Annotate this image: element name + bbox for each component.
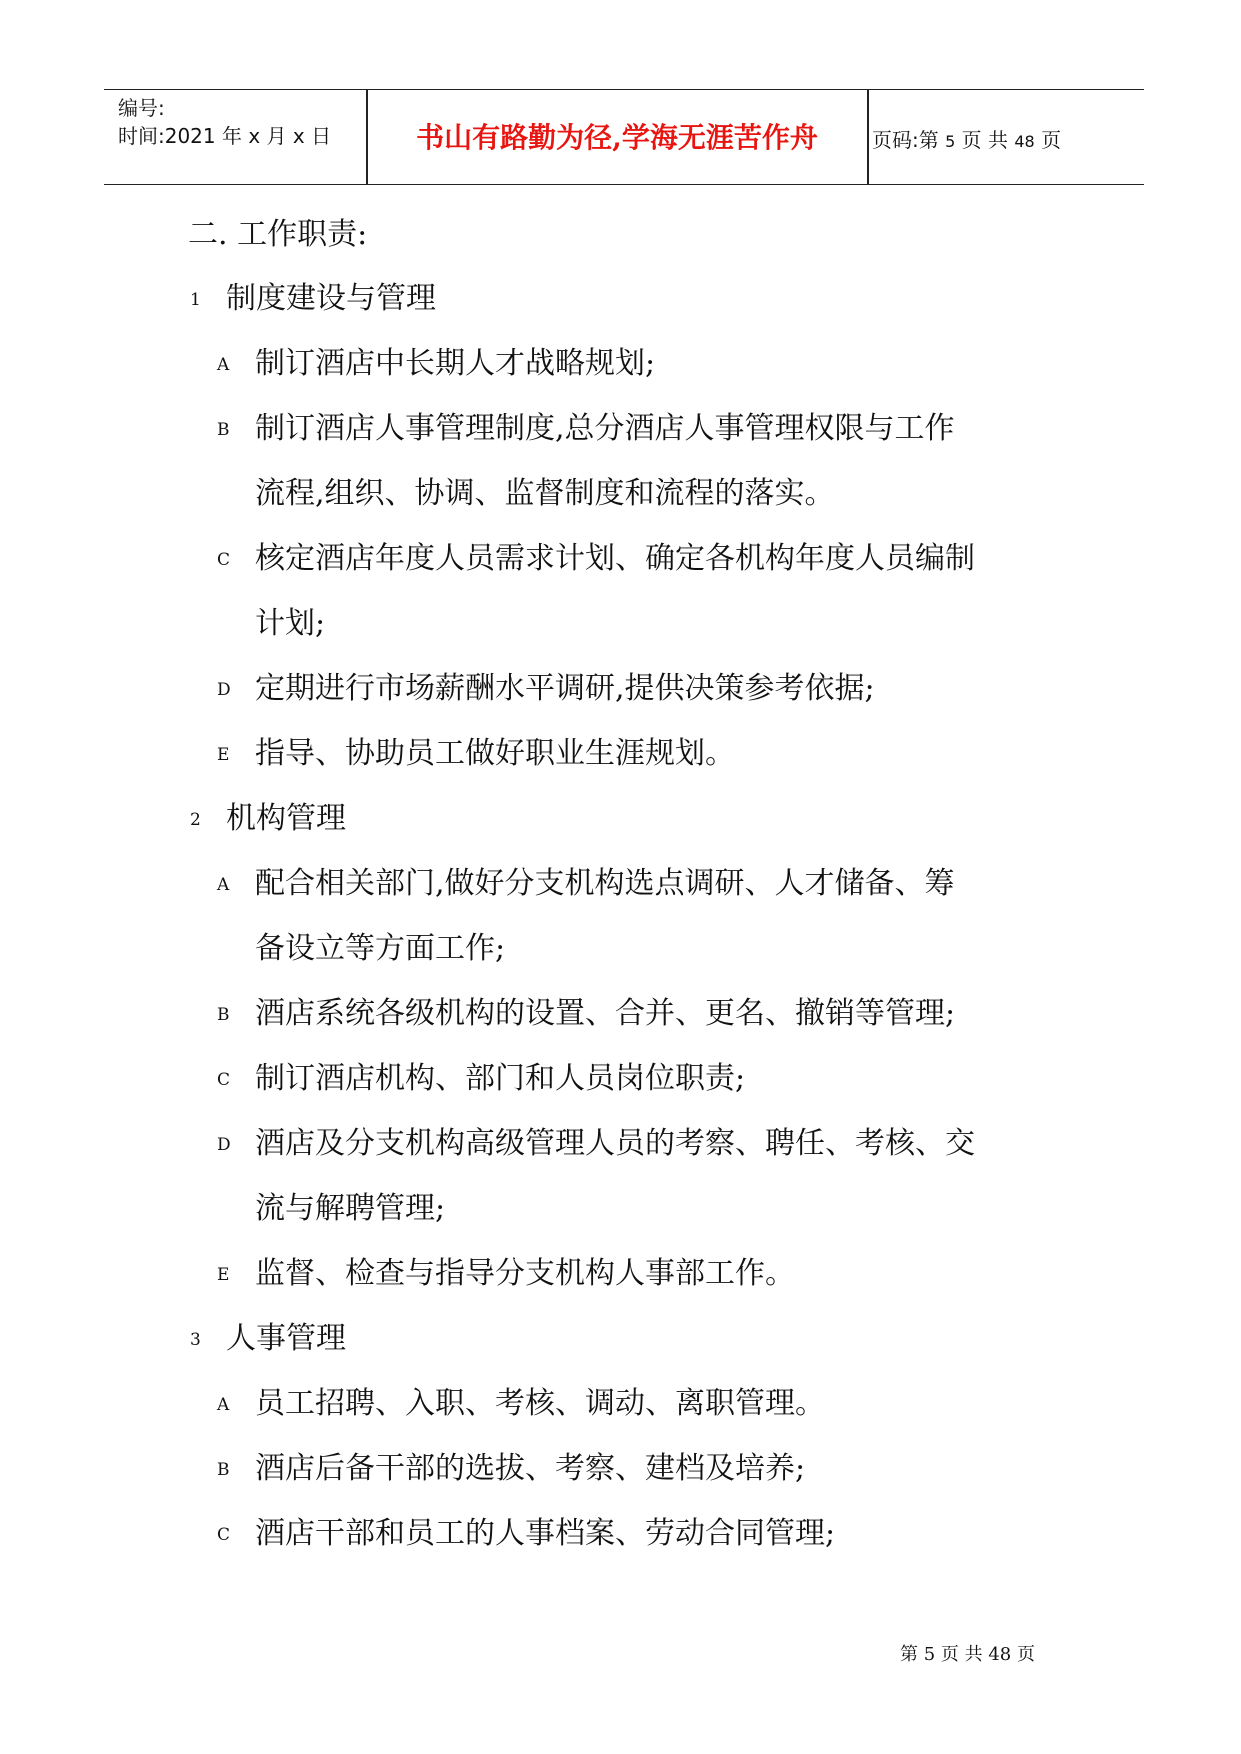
item-marker: B <box>217 1460 230 1480</box>
item-marker: E <box>217 1265 230 1285</box>
page-footer: 第 5 页 共 48 页 <box>900 1644 1035 1665</box>
page-suffix: 页 <box>1041 128 1062 152</box>
section-number: 1 <box>190 290 201 310</box>
item-text: 监督、检查与指导分支机构人事部工作。 <box>255 1256 795 1291</box>
item-text: 员工招聘、入职、考核、调动、离职管理。 <box>255 1386 825 1421</box>
section-title: 二. 工作职责: <box>188 217 368 252</box>
section-heading: 人事管理 <box>226 1321 346 1356</box>
item-text: 酒店系统各级机构的设置、合并、更名、撤销等管理; <box>255 996 956 1031</box>
item-marker: D <box>217 1135 231 1155</box>
item-text: 流与解聘管理; <box>255 1191 446 1226</box>
item-marker: A <box>217 1395 230 1415</box>
item-marker: A <box>217 355 230 375</box>
item-marker: B <box>217 1005 230 1025</box>
header-page-info <box>872 124 1061 153</box>
item-text: 核定酒店年度人员需求计划、确定各机构年度人员编制 <box>255 541 975 576</box>
section-number: 3 <box>190 1330 201 1350</box>
item-text: 酒店后备干部的选拔、考察、建档及培养; <box>255 1451 806 1486</box>
item-text: 定期进行市场薪酬水平调研,提供决策参考依据; <box>255 671 875 706</box>
item-marker: C <box>217 1070 231 1090</box>
page-number: 5 <box>945 132 956 151</box>
item-text: 指导、协助员工做好职业生涯规划。 <box>255 736 735 771</box>
section-heading: 制度建设与管理 <box>226 281 436 316</box>
header-meta <box>118 94 368 150</box>
item-marker: C <box>217 1525 231 1545</box>
header-divider <box>867 90 869 184</box>
item-text: 配合相关部门,做好分支机构选点调研、人才储备、筹 <box>255 866 955 901</box>
item-text: 制订酒店人事管理制度,总分酒店人事管理权限与工作 <box>255 411 955 446</box>
item-text: 计划; <box>255 606 326 641</box>
page-total: 48 <box>1014 132 1035 151</box>
time-label: 时间:2021 年 x 月 x 日 <box>118 124 332 148</box>
document-header <box>104 89 1144 185</box>
section-heading: 机构管理 <box>226 801 346 836</box>
item-text: 备设立等方面工作; <box>255 931 506 966</box>
item-text: 酒店及分支机构高级管理人员的考察、聘任、考核、交 <box>255 1126 975 1161</box>
serial-label: 编号: <box>118 96 165 120</box>
page-prefix: 页码:第 <box>872 128 939 152</box>
item-text: 制订酒店中长期人才战略规划; <box>255 346 656 381</box>
item-marker: D <box>217 680 231 700</box>
item-text: 酒店干部和员工的人事档案、劳动合同管理; <box>255 1516 836 1551</box>
page-mid: 页 共 <box>961 128 1009 152</box>
item-marker: E <box>217 745 230 765</box>
item-marker: A <box>217 875 230 895</box>
item-marker: B <box>217 420 230 440</box>
item-text: 制订酒店机构、部门和人员岗位职责; <box>255 1061 746 1096</box>
item-text: 流程,组织、协调、监督制度和流程的落实。 <box>255 476 835 511</box>
section-number: 2 <box>190 810 201 830</box>
header-motto: 书山有路勤为径,学海无涯苦作舟 <box>416 121 818 154</box>
item-marker: C <box>217 550 231 570</box>
